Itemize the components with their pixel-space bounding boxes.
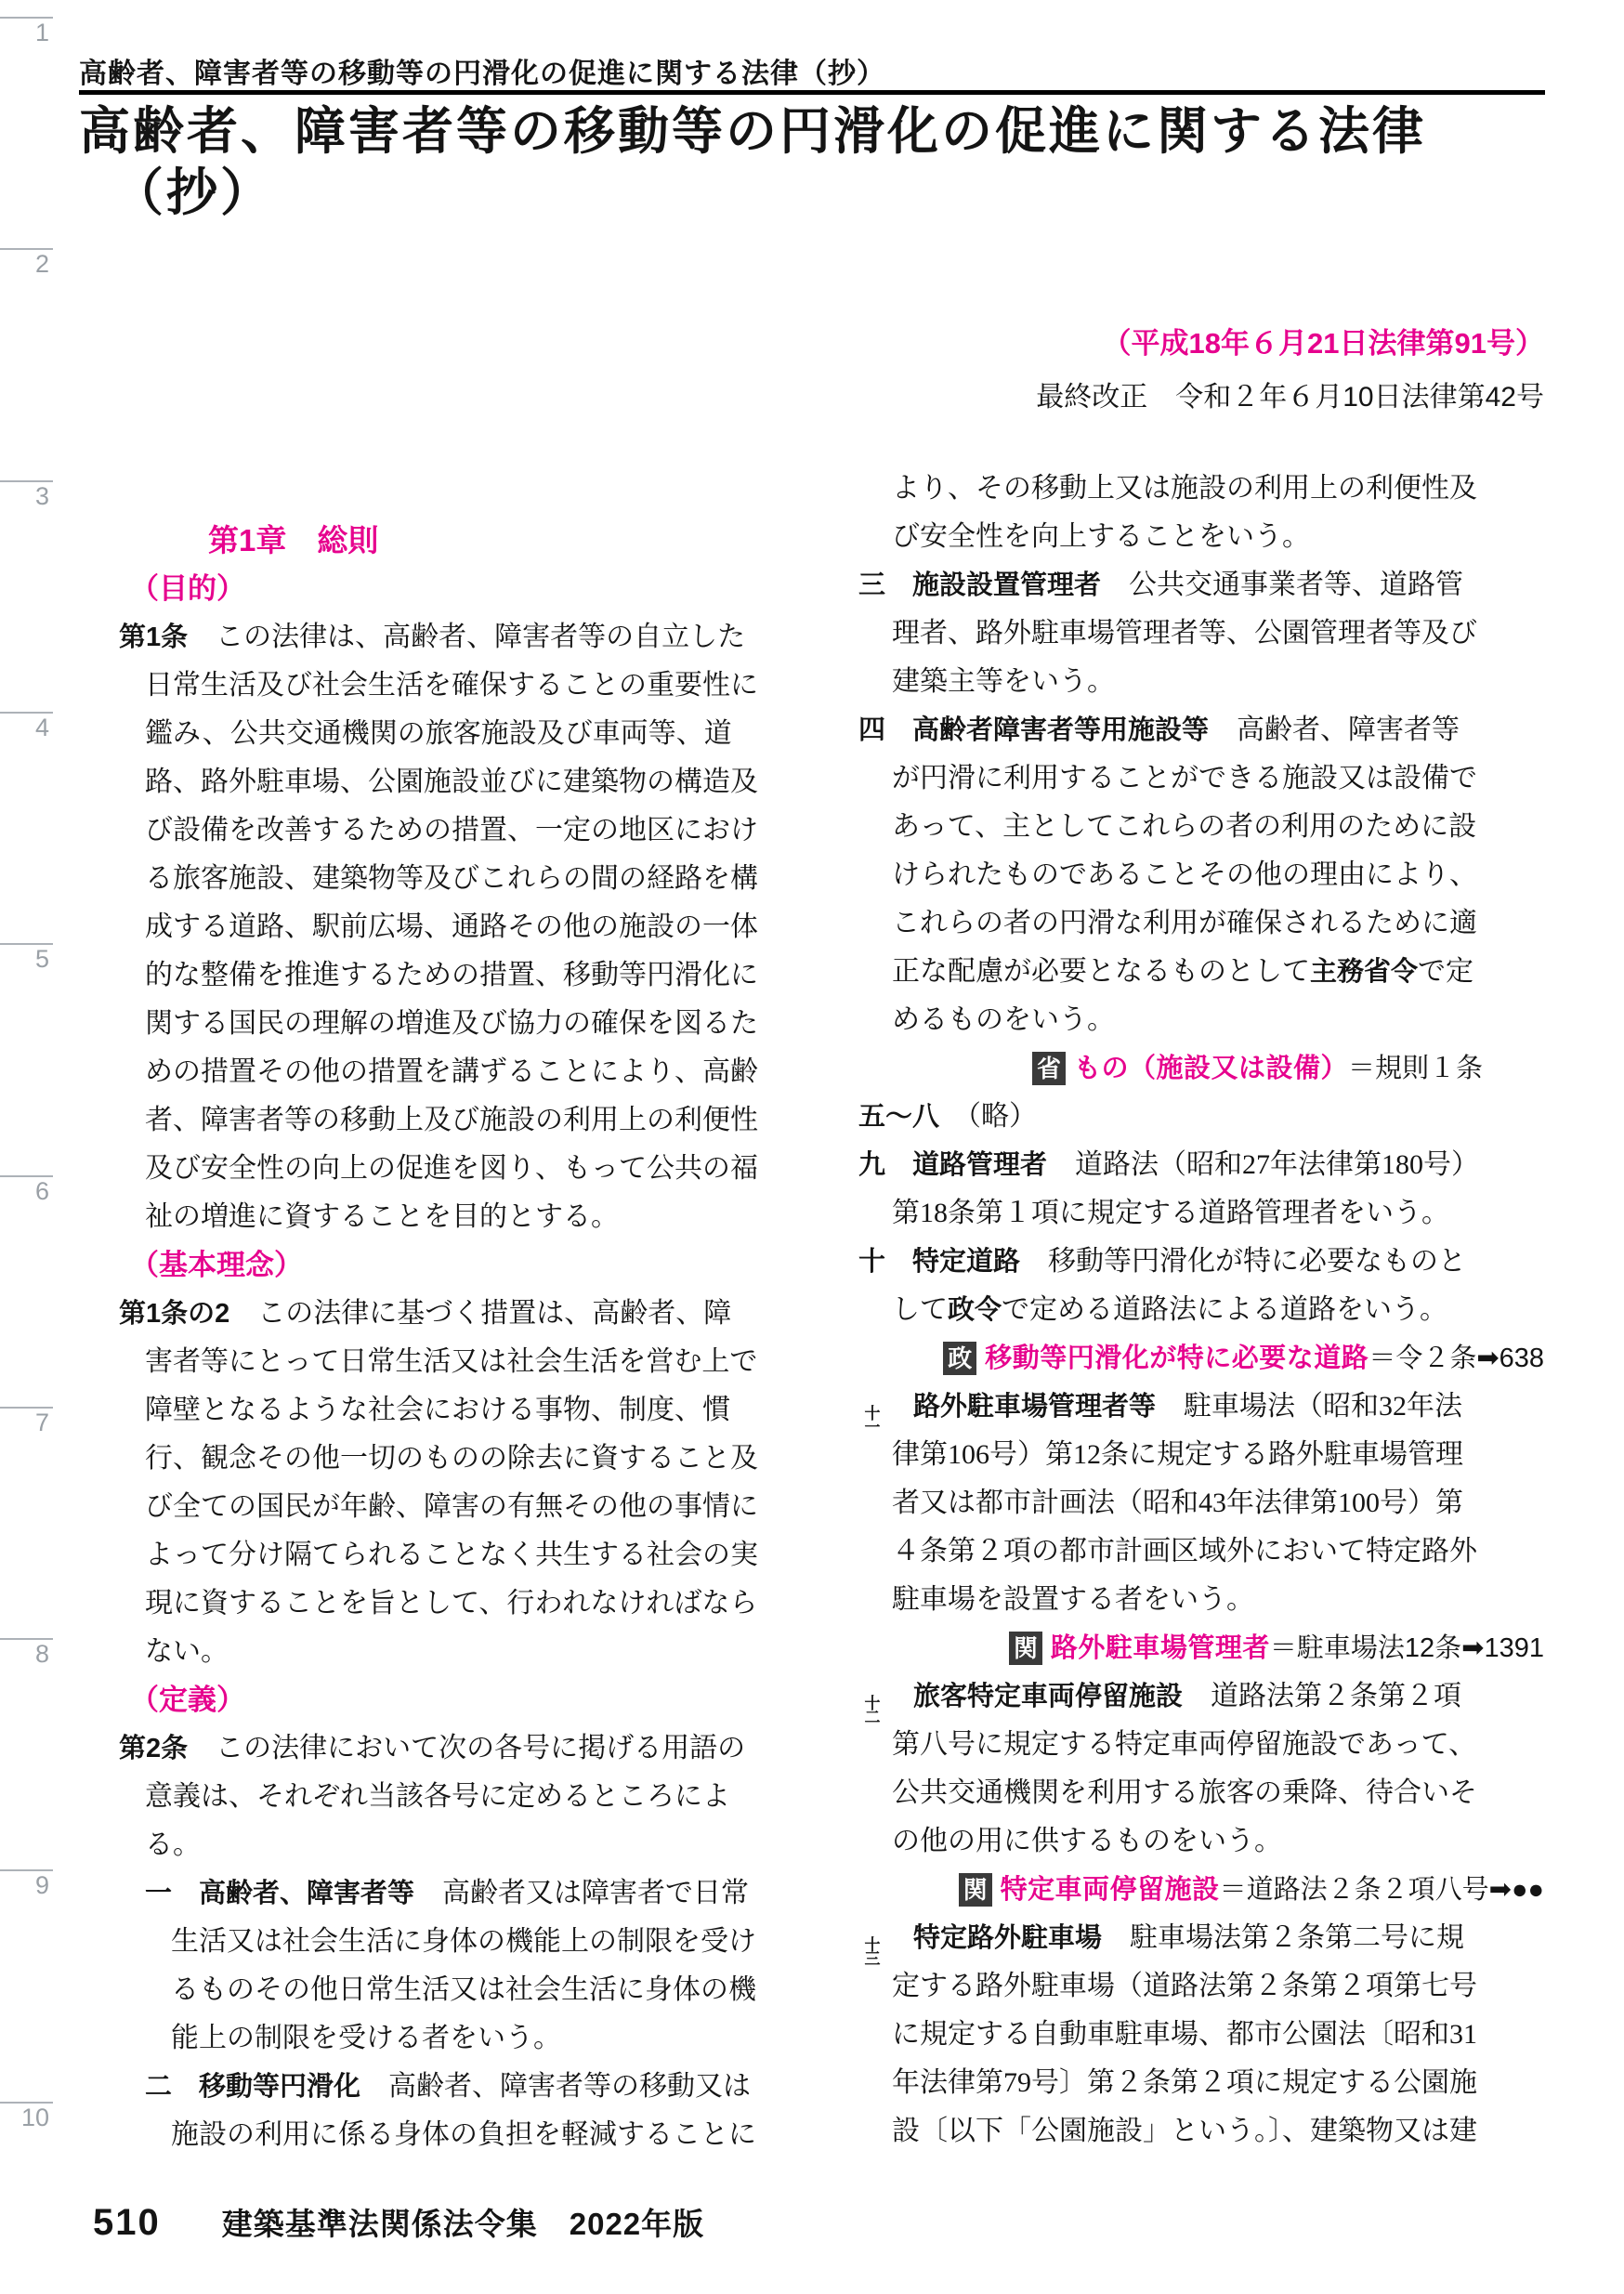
- bold-term: 一 高齢者、障害者等: [145, 1879, 415, 1908]
- text-line: [851, 754, 1544, 803]
- text-segment: で定: [1418, 956, 1474, 987]
- bold-term: 第2条: [119, 1734, 189, 1763]
- text-line: [119, 2111, 827, 2159]
- bold-term: 政令: [948, 1295, 1002, 1325]
- text-segment: めるものをいう。: [892, 1004, 1115, 1035]
- text-line: [119, 1000, 827, 1048]
- text-segment: 高齢者又は障害者で日常: [414, 1878, 750, 1908]
- text-segment: 成する道路、駅前広場、通路その他の施設の一体: [145, 911, 758, 942]
- text-segment: 律第106号）第12条に規定する路外駐車場管理: [892, 1439, 1463, 1470]
- text-segment: 第18条第１項に規定する道路管理者をいう。: [892, 1198, 1449, 1228]
- text-segment: 移動等円滑化が特に必要なものと: [1020, 1246, 1467, 1277]
- text-segment: この法律において次の各号に掲げる用語の: [188, 1733, 746, 1763]
- text-segment: 者又は都市計画法（昭和43年法律第100号）第: [892, 1488, 1463, 1518]
- text-segment: 第1章 総則: [208, 523, 379, 557]
- ruler-tick-number: 4: [34, 714, 49, 741]
- ruler-tick-1: [0, 17, 53, 46]
- text-line: [851, 513, 1544, 561]
- text-segment: び安全性を向上することをいう。: [892, 521, 1310, 552]
- text-segment: る旅客施設、建築物等及びこれらの間の経路を構: [145, 863, 758, 894]
- numeral-char: 十: [864, 1695, 881, 1712]
- article-2: [119, 1724, 827, 1773]
- book-title: 建築基準法関係法令集 2022年版: [221, 2207, 705, 2241]
- text-segment: （目的）: [130, 572, 245, 605]
- text-segment: 祉の増進に資することを目的とする。: [145, 1201, 619, 1232]
- text-segment: び設備を改善するための措置、一定の地区におけ: [145, 815, 758, 846]
- bold-term: 四 高齢者障害者等用施設等: [858, 715, 1210, 745]
- bold-term: 特定路外駐車場: [886, 1923, 1103, 1953]
- text-line: [851, 1527, 1544, 1576]
- text-segment: 公共交通事業者等、道路管: [1101, 570, 1464, 600]
- annotation-reference: ＝道路法２条２項八号➡●●: [1219, 1875, 1544, 1905]
- text-segment: 高齢者、障害者等: [1209, 714, 1460, 745]
- text-segment: 障壁となるような社会における事物、制度、慣: [145, 1395, 730, 1425]
- text-segment: 駐車場法（昭和32年法: [1156, 1391, 1463, 1422]
- text-segment: 及び安全性の向上の促進を図り、もって公共の福: [145, 1153, 758, 1184]
- text-segment: 駐車場を設置する者をいう。: [892, 1584, 1254, 1615]
- text-segment: るものその他日常生活又は社会生活に身体の機: [171, 1974, 756, 2005]
- annotation-reference: ＝駐車場法12条➡1391: [1269, 1633, 1544, 1663]
- text-line: [119, 1096, 827, 1145]
- text-line: [851, 2059, 1544, 2107]
- bold-term: 二 移動等円滑化: [145, 2072, 361, 2102]
- text-line: [851, 1769, 1544, 1817]
- text-line: [119, 951, 827, 1000]
- ruler-tick-7: [0, 1407, 53, 1436]
- text-segment: 建築主等をいう。: [892, 666, 1115, 697]
- text-line: [119, 1483, 827, 1531]
- text-line: [851, 899, 1544, 948]
- annotation-reference: ＝規則１条: [1347, 1054, 1483, 1083]
- text-line: [851, 1576, 1544, 1624]
- annotation-type-box: 省: [1032, 1052, 1066, 1085]
- header-rule: [79, 90, 1545, 95]
- text-line: [851, 1286, 1544, 1334]
- bold-term: 五〜八: [858, 1102, 940, 1132]
- text-line: [119, 1338, 827, 1386]
- text-line: [851, 1479, 1544, 1527]
- text-segment: 路、路外駐車場、公園施設並びに建築物の構造及: [145, 767, 758, 797]
- ruler-tick-number: 10: [20, 2104, 49, 2131]
- text-line: [119, 806, 827, 855]
- text-segment: （基本理念）: [130, 1249, 303, 1281]
- item-12: [851, 1672, 1544, 1726]
- stacked-item-numeral: [858, 1938, 886, 1966]
- text-line: [851, 996, 1544, 1044]
- text-line: [119, 1145, 827, 1193]
- text-line: [851, 1817, 1544, 1866]
- text-line: [119, 1918, 827, 1966]
- item-11: [851, 1383, 1544, 1436]
- running-header-title: 高齢者、障害者等の移動等の円滑化の促進に関する法律（抄）: [79, 59, 885, 89]
- text-line: [851, 803, 1544, 851]
- text-line: [851, 1431, 1544, 1479]
- ruler-tick-number: 7: [34, 1409, 49, 1436]
- annotation-term: 特定車両停留施設: [1000, 1875, 1220, 1905]
- text-line: [851, 2011, 1544, 2059]
- text-line: [119, 662, 827, 710]
- stacked-item-numeral: [858, 1407, 886, 1435]
- text-segment: に規定する自動車駐車場、都市公園法〔昭和31: [892, 2019, 1477, 2050]
- article-caption: [119, 1676, 827, 1724]
- item-3: [851, 561, 1544, 610]
- text-segment: この法律は、高齢者、障害者等の自立した: [188, 622, 746, 652]
- text-line: [851, 2107, 1544, 2156]
- text-segment: 生活又は社会生活に身体の機能上の制限を受け: [171, 1926, 756, 1957]
- text-segment: 行、観念その他一切のものの除去に資すること及: [145, 1443, 758, 1474]
- page-number: 510: [93, 2202, 161, 2243]
- text-segment: この法律に基づく措置は、高齢者、障: [229, 1298, 732, 1329]
- text-line: [119, 1966, 827, 2014]
- bold-term: 三 施設設置管理者: [858, 570, 1102, 600]
- text-line: [851, 948, 1544, 996]
- text-segment: 害者等にとって日常生活又は社会生活を営む上で: [145, 1346, 758, 1377]
- text-segment: （定義）: [130, 1684, 245, 1716]
- item-4: [851, 706, 1544, 754]
- numeral-char: 十: [864, 1405, 881, 1422]
- annotation-related-2: [851, 1866, 1544, 1914]
- text-segment: 設〔以下「公園施設」という。〕、建築物又は建: [892, 2116, 1477, 2146]
- text-segment: めの措置その他の措置を講ずることにより、高齢: [145, 1056, 758, 1087]
- text-segment: 年法律第79号〕第２条第２項に規定する公園施: [892, 2067, 1477, 2098]
- text-segment: 駐車場法第２条第二号に規: [1102, 1922, 1465, 1953]
- text-line: [851, 851, 1544, 899]
- text-segment: が円滑に利用することができる施設又は設備で: [892, 763, 1477, 793]
- text-line: [119, 1628, 827, 1676]
- text-segment: して: [892, 1294, 948, 1325]
- annotation-type-box: 政: [943, 1342, 976, 1375]
- article-caption: [119, 565, 827, 613]
- bold-term: 第1条の2: [119, 1299, 230, 1329]
- law-title-line2: （抄）: [112, 164, 275, 221]
- text-segment: ４条第２項の都市計画区域外において特定路外: [892, 1536, 1477, 1566]
- ruler-tick-10: [0, 2102, 53, 2131]
- ruler-tick-number: 1: [34, 19, 49, 46]
- text-line: [119, 855, 827, 903]
- stacked-item-numeral: [858, 1697, 886, 1724]
- article-caption: [119, 1241, 827, 1290]
- article-1-2: [119, 1290, 827, 1338]
- ruler-tick-6: [0, 1175, 53, 1205]
- text-line: [119, 1821, 827, 1869]
- item-2: [119, 2063, 827, 2111]
- text-segment: けられたものであることその他の理由により、: [892, 859, 1477, 890]
- text-segment: 正な配慮が必要となるものとして: [892, 956, 1310, 987]
- text-segment: 高齢者、障害者等の移動又は: [360, 2071, 752, 2102]
- ruler-tick-8: [0, 1638, 53, 1668]
- numeral-char: 二: [864, 1709, 881, 1726]
- bold-term: 九 道路管理者: [858, 1150, 1048, 1180]
- text-line: [119, 903, 827, 951]
- ruler-tick-number: 9: [34, 1871, 49, 1899]
- ruler-tick-5: [0, 943, 53, 973]
- item-1: [119, 1869, 827, 1918]
- text-segment: 理者、路外駐車場管理者等、公園管理者等及び: [892, 618, 1477, 649]
- text-line: [119, 1531, 827, 1580]
- annotation-type-box: 関: [1009, 1632, 1042, 1665]
- ruler-tick-3: [0, 480, 53, 510]
- law-title-line1: 高齢者、障害者等の移動等の円滑化の促進に関する法律: [79, 102, 1427, 160]
- text-segment: 定する路外駐車場（道路法第２条第２項第七号: [892, 1971, 1477, 2001]
- text-segment: あって、主としてこれらの者の利用のために設: [892, 811, 1477, 842]
- annotation-cabinet-order: [851, 1334, 1544, 1383]
- text-segment: 能上の制限を受ける者をいう。: [171, 2023, 561, 2053]
- left-text-column: [119, 517, 827, 2159]
- annotation-term: 路外駐車場管理者: [1050, 1633, 1270, 1663]
- ruler-tick-2: [0, 248, 53, 278]
- text-segment: よって分け隔てられることなく共生する社会の実: [145, 1540, 758, 1570]
- text-line: [119, 1048, 827, 1096]
- ruler-tick-number: 6: [34, 1177, 49, 1205]
- ruler-tick-number: 8: [34, 1640, 49, 1668]
- text-line: [851, 1189, 1544, 1238]
- bold-term: 第1条: [119, 623, 189, 652]
- article-1: [119, 613, 827, 662]
- numeral-char: 十: [864, 1936, 881, 1954]
- annotation-type-box: 関: [959, 1873, 992, 1907]
- text-segment: 関する国民の理解の増進及び協力の確保を図るた: [145, 1008, 758, 1039]
- ruler-tick-4: [0, 712, 53, 741]
- text-segment: 的な整備を推進するための措置、移動等円滑化に: [145, 960, 758, 990]
- text-segment: 現に資することを旨として、行われなければなら: [145, 1588, 758, 1619]
- numeral-char: 一: [864, 1419, 881, 1436]
- annotation-term: もの（施設又は設備）: [1073, 1054, 1348, 1083]
- bold-term: 主務省令: [1310, 957, 1419, 987]
- text-segment: 意義は、それぞれ当該各号に定めるところによ: [145, 1781, 730, 1812]
- text-segment: で定める道路法による道路をいう。: [1002, 1294, 1448, 1325]
- text-segment: 日常生活及び社会生活を確保することの重要性に: [145, 670, 758, 701]
- text-line: [119, 1386, 827, 1435]
- text-segment: 道路法（昭和27年法律第180号）: [1047, 1149, 1480, 1180]
- item-10: [851, 1238, 1544, 1286]
- bold-term: 十 特定道路: [858, 1247, 1021, 1277]
- text-line: [851, 610, 1544, 658]
- ruler-tick-number: 2: [34, 250, 49, 278]
- text-segment: ない。: [145, 1636, 229, 1667]
- annotation-term: 移動等円滑化が特に必要な道路: [985, 1344, 1369, 1373]
- text-segment: 鑑み、公共交通機関の旅客施設及び車両等、道: [145, 718, 732, 749]
- chapter-heading: [119, 517, 827, 565]
- text-line: [119, 2014, 827, 2063]
- text-segment: 者、障害者等の移動上及び施設の利用上の利便性: [145, 1105, 758, 1135]
- promulgation-date: （平成18年６月21日法律第91号）: [1102, 327, 1544, 360]
- text-segment: これらの者の円滑な利用が確保されるために適: [892, 908, 1477, 938]
- text-segment: 道路法第２条第２項: [1183, 1681, 1462, 1711]
- bold-term: 旅客特定車両停留施設: [886, 1682, 1184, 1711]
- bold-term: 路外駐車場管理者等: [886, 1392, 1157, 1422]
- text-line: [851, 465, 1544, 513]
- ruler-tick-9: [0, 1869, 53, 1899]
- last-amendment: 最終改正 令和２年６月10日法律第42号: [1036, 382, 1544, 413]
- item-13: [851, 1914, 1544, 1968]
- text-segment: び全ての国民が年齢、障害の有無その他の事情に: [145, 1491, 758, 1522]
- text-line: [119, 1580, 827, 1628]
- text-segment: 施設の利用に係る身体の負担を軽減することに: [171, 2119, 756, 2150]
- numeral-char: 三: [864, 1950, 881, 1968]
- text-line: [119, 1773, 827, 1821]
- ruler-tick-number: 3: [34, 482, 49, 510]
- annotation-ministerial-order: [851, 1044, 1544, 1093]
- text-segment: 公共交通機関を利用する旅客の乗降、待合いそ: [892, 1777, 1477, 1808]
- annotation-reference: ＝令２条➡638: [1369, 1344, 1544, 1373]
- text-line: [119, 710, 827, 758]
- text-line: [119, 1435, 827, 1483]
- text-segment: より、その移動上又は施設の利用上の利便性及: [892, 473, 1477, 504]
- text-line: [851, 1721, 1544, 1769]
- ruler-tick-number: 5: [34, 945, 49, 973]
- items-5-8: [851, 1093, 1544, 1141]
- law-title: [79, 100, 1426, 223]
- text-segment: 第八号に規定する特定車両停留施設であって、: [892, 1729, 1477, 1760]
- text-line: [851, 1962, 1544, 2011]
- text-segment: る。: [145, 1829, 201, 1860]
- right-text-column: [851, 465, 1544, 2156]
- page-footer: [93, 2200, 704, 2244]
- text-line: [119, 758, 827, 806]
- text-line: [851, 658, 1544, 706]
- text-segment: の他の用に供するものをいう。: [892, 1826, 1282, 1856]
- item-9: [851, 1141, 1544, 1189]
- text-line: [119, 1193, 827, 1241]
- annotation-related-1: [851, 1624, 1544, 1672]
- text-segment: （略）: [939, 1101, 1038, 1132]
